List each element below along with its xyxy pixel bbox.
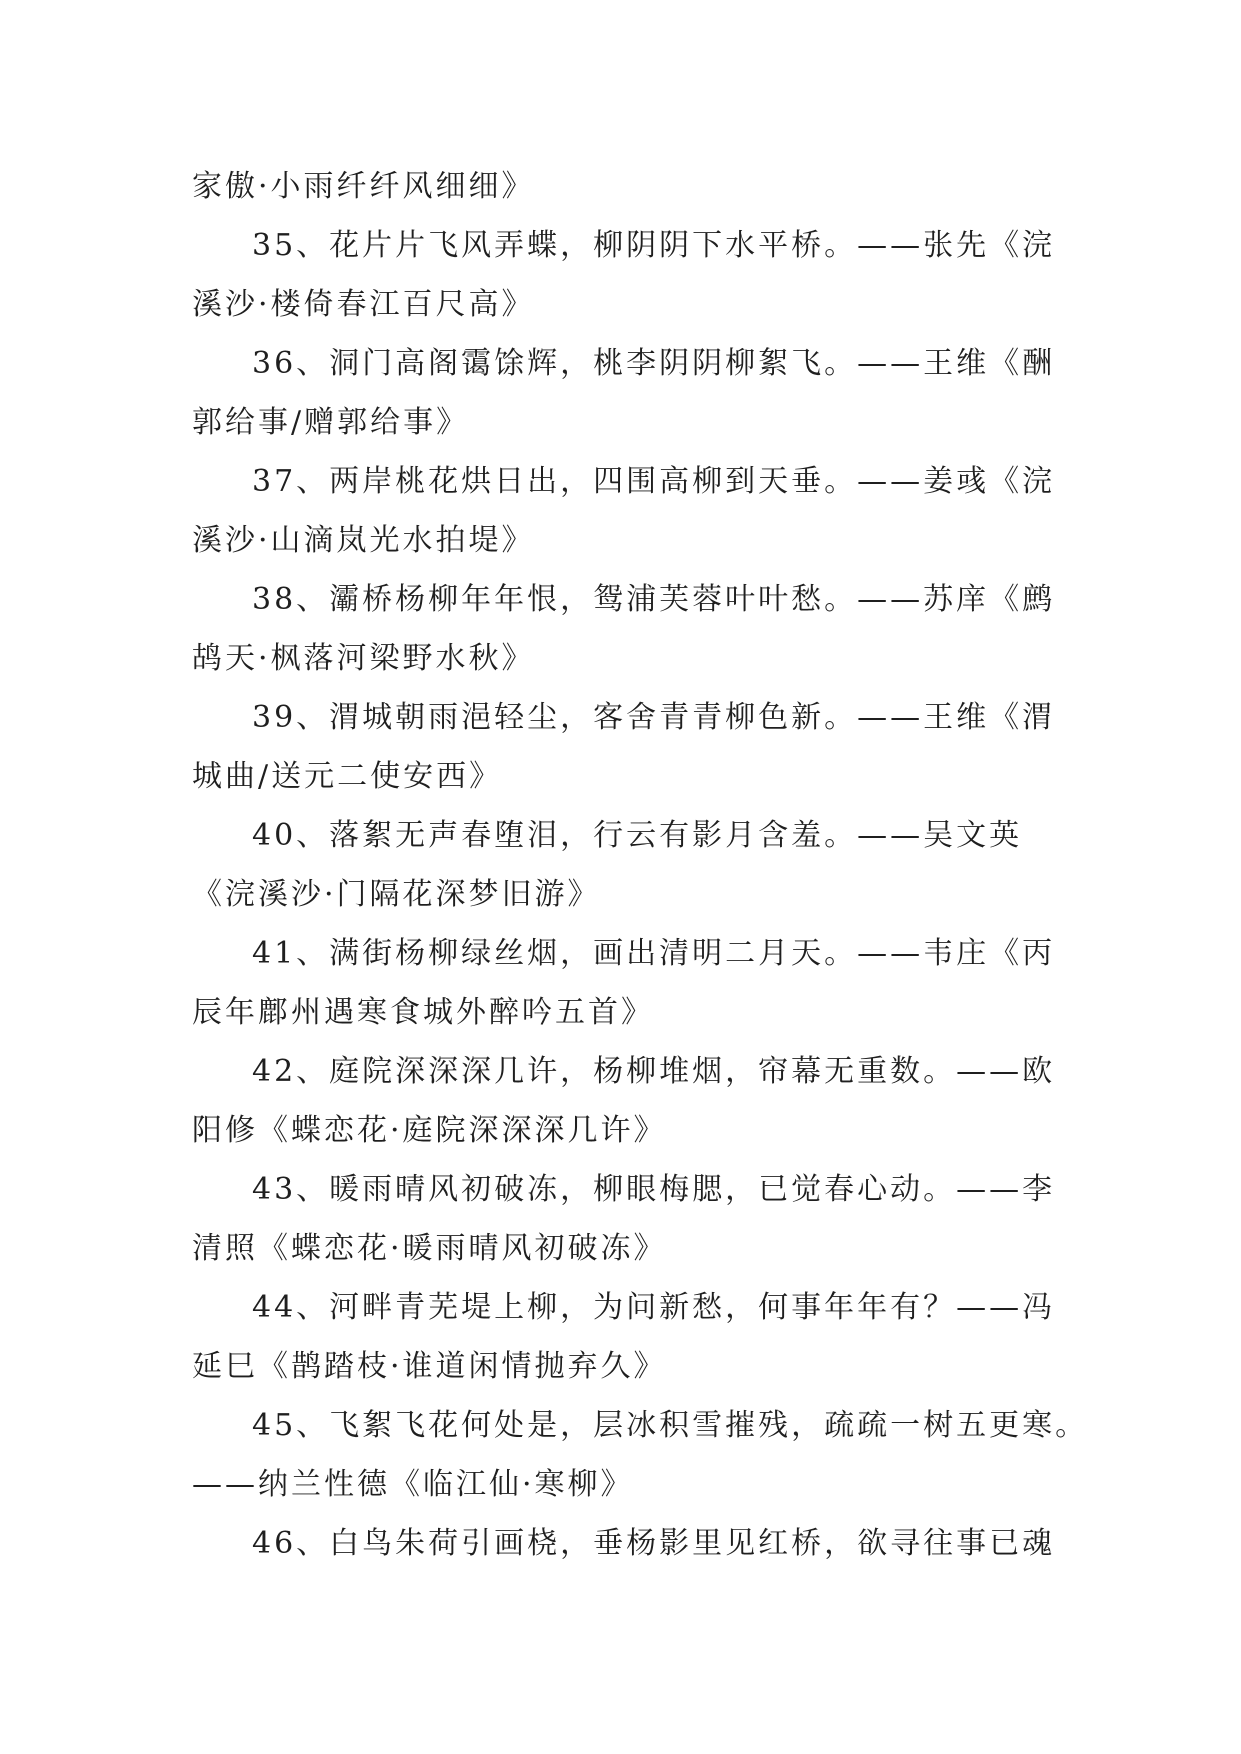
text-line: 郭给事/赠郭给事》 bbox=[192, 405, 470, 440]
text-line: 35、花片片飞风弄蝶，柳阴阴下水平桥。——张先《浣 bbox=[252, 228, 1056, 263]
text-line: 44、河畔青芜堤上柳，为问新愁，何事年年有？——冯 bbox=[252, 1290, 1056, 1325]
text-line: 36、洞门高阁霭馀辉，桃李阴阴柳絮飞。——王维《酬 bbox=[252, 346, 1056, 381]
text-line: 45、飞絮飞花何处是，层冰积雪摧残，疏疏一树五更寒。 bbox=[252, 1408, 1089, 1443]
text-line: 41、满街杨柳绿丝烟，画出清明二月天。——韦庄《丙 bbox=[252, 936, 1056, 971]
text-line: 46、白鸟朱荷引画桡，垂杨影里见红桥，欲寻往事已魂 bbox=[252, 1526, 1056, 1561]
text-line: 辰年鄜州遇寒食城外醉吟五首》 bbox=[192, 995, 654, 1030]
text-line: ——纳兰性德《临江仙·寒柳》 bbox=[192, 1467, 634, 1502]
text-line: 家傲·小雨纤纤风细细》 bbox=[192, 169, 535, 204]
text-line: 城曲/送元二使安西》 bbox=[192, 759, 503, 794]
document-body bbox=[192, 157, 1089, 1573]
text-line: 39、渭城朝雨浥轻尘，客舍青青柳色新。——王维《渭 bbox=[252, 700, 1056, 735]
text-line: 阳修《蝶恋花·庭院深深深几许》 bbox=[192, 1113, 667, 1148]
text-line: 鸪天·枫落河梁野水秋》 bbox=[192, 641, 535, 676]
text-line: 40、落絮无声春堕泪，行云有影月含羞。——吴文英 bbox=[252, 818, 1023, 853]
text-line: 42、庭院深深深几许，杨柳堆烟，帘幕无重数。——欧 bbox=[252, 1054, 1056, 1089]
text-line: 《浣溪沙·门隔花深梦旧游》 bbox=[192, 877, 601, 912]
text-line: 清照《蝶恋花·暖雨晴风初破冻》 bbox=[192, 1231, 667, 1266]
text-line: 43、暖雨晴风初破冻，柳眼梅腮，已觉春心动。——李 bbox=[252, 1172, 1056, 1207]
text-line: 延巳《鹊踏枝·谁道闲情抛弃久》 bbox=[192, 1349, 667, 1384]
text-line: 37、两岸桃花烘日出，四围高柳到天垂。——姜彧《浣 bbox=[252, 464, 1056, 499]
text-line: 溪沙·楼倚春江百尺高》 bbox=[192, 287, 535, 322]
text-line: 38、灞桥杨柳年年恨，鸳浦芙蓉叶叶愁。——苏庠《鹧 bbox=[252, 582, 1056, 617]
text-line: 溪沙·山滴岚光水拍堤》 bbox=[192, 523, 535, 558]
